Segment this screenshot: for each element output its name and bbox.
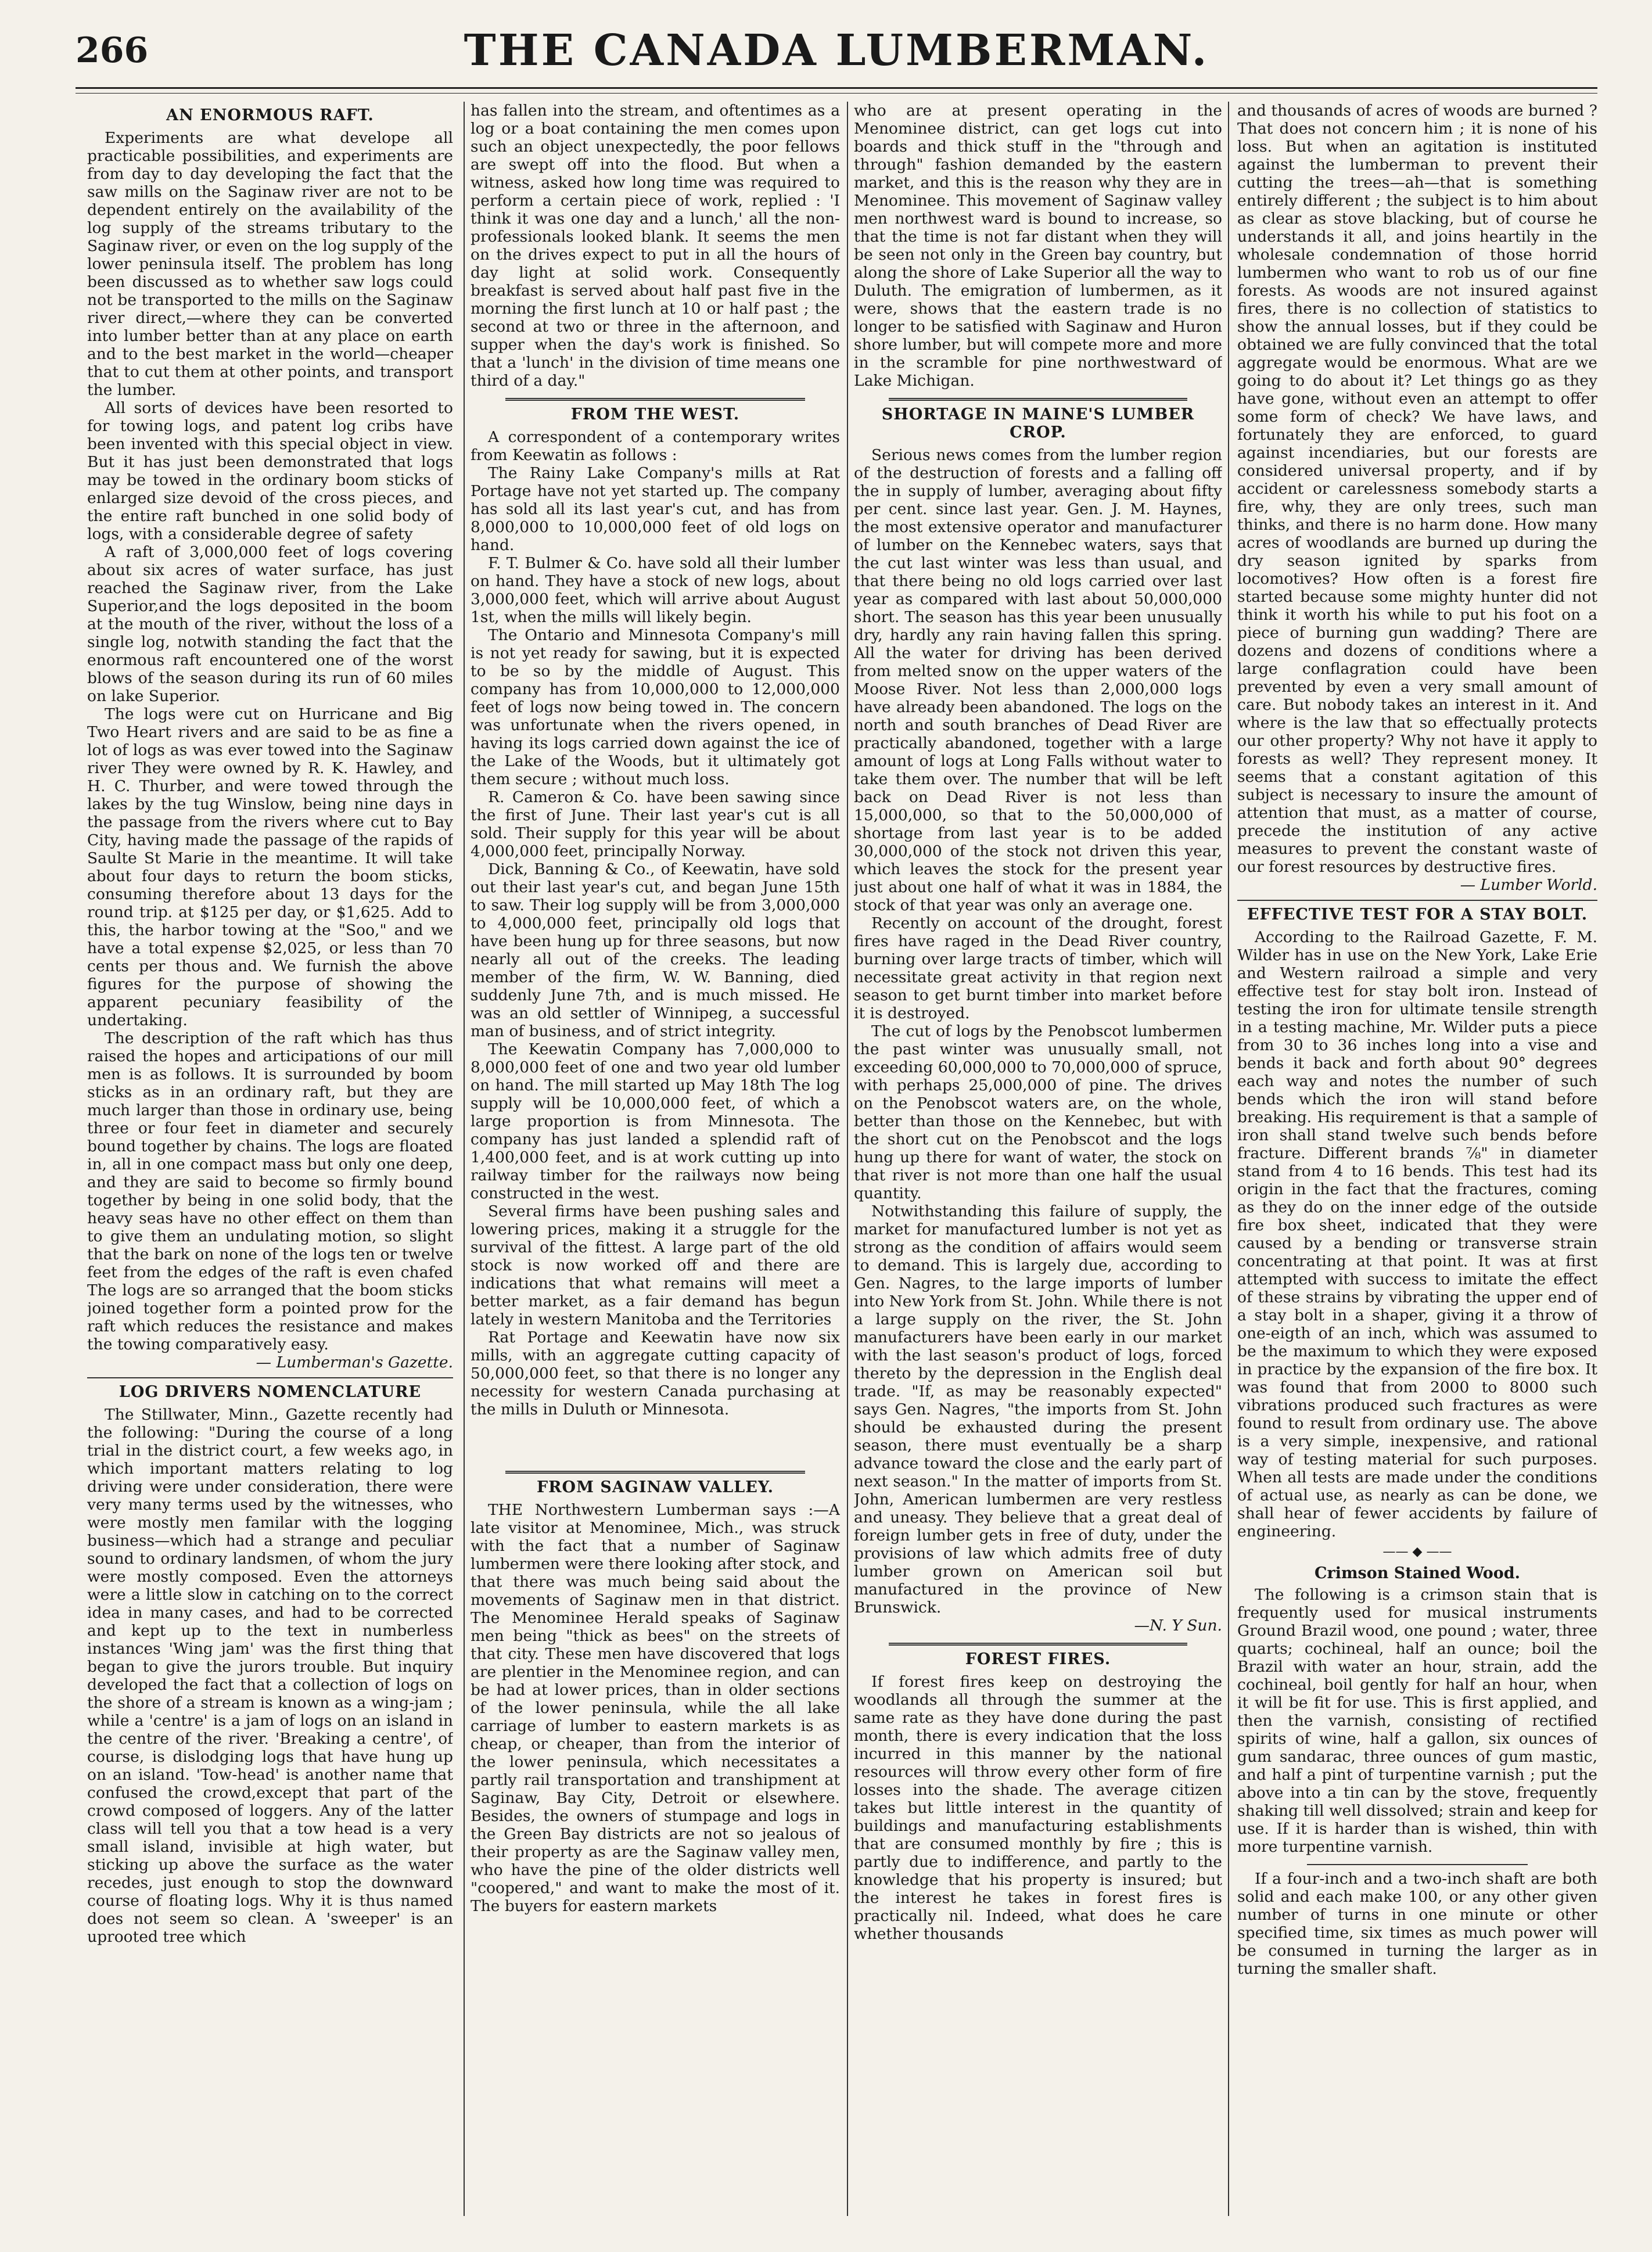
article-heading: LOG DRIVERS NOMENCLATURE bbox=[118, 1383, 422, 1401]
paragraph: The logs were cut on Hurricane and Big Two Heart rivers and are said to be as fine a lot of logs as was ever towed into the Saginaw river They were owned by R. K. Hawley, and H. C. Thurber, and were towed through the lakes by the tug Winslow, being nine days in the passage from the rivers where cut to Bay City, having made the passage of the rapids of Saulte St Marie in the meantime. It will take about four days to return the boom sticks, consuming therefore about 13 days for the round trip. at $125 per day, or $1,625. Add to this, the harbor towing at the "Soo," and we have a total expense $2,025, or less than 70 cents per thous and. We furnish the above figures for the purpose of showing the apparent pecuniary feasibility of the undertaking. bbox=[87, 705, 453, 1029]
paragraph: Notwithstanding this failure of supply, the market for manufactured lumber is not yet as strong as the condition of affairs would seem to demand. This is largely due, according to Gen. Nagres, to the large imports of lumber into New York from St. John. While there is not a large supply on the river, the St. John manufacturers have been early in our market with the last season's product of logs, forced thereto by the depression in the English deal trade. "If, as may be reasonably expected" says Gen. Nagres, "the imports from St. John should be exhausted during the present season, there must eventually be a sharp advance toward the close and the early part of next season." In the matter of imports from St. John, American lumbermen are very restless and uneasy. They believe that a great deal of foreign lumber gets in free of duty, under the provisions of law which admits free of duty lumber grown on American soil but manufactured in the province of New Brunswick. bbox=[854, 1202, 1222, 1617]
article-stay-bolt bbox=[1237, 906, 1597, 1540]
paragraph: A raft of 3,000,000 feet of logs covering about six acres of water surface, has just reached the Saginaw river, from the Lake Superior,and the logs deposited in the boom at the mouth of the river, without the loss of a single log, notwith standing the fact that the enormous raft encountered one of the worst blows of the season during its run of 60 miles on lake Superior. bbox=[87, 543, 453, 705]
paragraph: The Stillwater, Minn., Gazette recently had the following: "During the course of a long trial in the district court, a few weeks ago, in which important matters relating to log driving were under consideration, there were very many terms used by the witnesses, who were mostly men familar with the logging business—which had a strange and peculiar sound to ordinary landsmen, of whom the jury were mostly composed. Even the attorneys were a little slow in catching on to the correct idea in many cases, and had to be corrected and kept up to the text in numberless instances 'Wing jam' was the first thing that began to give the jurors trouble. But inquiry developed the fact that a collection of logs on the shore of a stream is known as a wing-jam ; while a 'centre' is a jam of logs on an island in the centre of the river. 'Breaking a centre', of course, is dislodging logs that have hung up on an island. 'Tow-head' is another name that confused the crowd,except that part of the crowd composed of loggers. Any of the latter class will tell you that a tow head is a very small island, invisible at high water, but sticking up above the surface as the water recedes, just enough to stop the downward course of floating logs. Why it is thus named does not seem so clean. A 'sweeper' is an uprooted tree which bbox=[87, 1406, 453, 1946]
article-heading: EFFECTIVE TEST FOR A STAY BOLT. bbox=[1247, 906, 1588, 924]
column-1 bbox=[87, 102, 453, 2216]
column-4 bbox=[1237, 102, 1597, 2216]
article-heading: AN ENORMOUS RAFT. bbox=[166, 106, 374, 124]
paragraph: who are at present operating in the Menominee district, can get logs cut into boards and thick stuff in the "through and through" fashion demanded by the eastern market, and this is the reason why they are in Menominee. This movement of Saginaw valley men northwest ward is bound to increase, so that the time is not far distant when they will be seen not only in the Green bay country, but along the shore of Lake Superior all the way to Duluth. The emigration of lumbermen, as it were, shows that the eastern trade is no longer to be satisfied with Saginaw and Huron shore lumber, but will compete more and more in the scramble for pine northwestward of Lake Michigan. bbox=[854, 102, 1222, 390]
article-forest-fires bbox=[854, 1650, 1222, 1943]
article-from-the-west bbox=[471, 405, 840, 1418]
masthead-rule-thin bbox=[76, 93, 1597, 94]
paragraph: The Ontario and Minnesota Company's mill is not yet ready for sawing, but it is expected to be so by the middle of August. This company has from 10,000,000 to 12,000,000 feet of logs now being towed in. The concern was unfortunate when the rivers opened, in having its logs carried down against the ice of the Lake of the Woods, but it ultimately got them secure ; without much loss. bbox=[471, 626, 840, 788]
article-enormous-raft bbox=[87, 106, 453, 1371]
article-maine-shortage bbox=[854, 405, 1222, 1635]
article-heading: SHORTAGE IN MAINE'S LUMBER CROP. bbox=[881, 405, 1195, 441]
article-source: —N. Y Sun. bbox=[1134, 1617, 1222, 1635]
paragraph: The following is a crimson stain that is frequently used for musical instruments Ground Brazil wood, one pound ; water, three quarts; cochineal, half an ounce; boil the Brazil with water an hour, strain, add the cochineal, boil gently for half an hour, when it will be fit for use. This is first applied, and then the varnish, consisting of rectified spirits of wine, half a gallon, six ounces of gum sandarac, three ounces of gum mastic, and half a pint of turpentine varnish ; put the above into a tin can by the stove, frequently shaking till well dissolved; strain and keep for use. If it is harder than is wished, thin with more turpentine varnish. bbox=[1237, 1586, 1597, 1856]
article-divider bbox=[889, 1643, 1187, 1646]
ornament-divider: —— ◆ —— bbox=[1382, 1545, 1452, 1559]
masthead-rule bbox=[76, 87, 1597, 89]
paragraph: All sorts of devices have been resorted to for towing logs, and patent log cribs have been invented with this special object in view. But it has just been demonstrated that logs may be towed in the ordinary boom sticks of enlarged size devoid of the cross pieces, and the entire raft bunched in one solid body of logs, with a considerable degree of safety bbox=[87, 399, 453, 543]
article-heading: FROM SAGINAW VALLEY. bbox=[536, 1478, 774, 1496]
paragraph: The Keewatin Company has 7,000,000 to 8,000,000 feet of one and two year old lumber on hand. The mill started up May 18th The log supply will be 10,000,000 feet, of which a large proportion is from Minnesota. The company has just landed a splendid raft of 1,400,000 feet, and is at work cutting up into railway timber for the railways now being constructed in the west. bbox=[471, 1040, 840, 1202]
paragraph: Rat Portage and Keewatin have now six mills, with an aggregate cutting capacity of 50,000,000 feet, so that there is no longer any necessity for western Canada purchasing at the mills in Duluth or Minnesota. bbox=[471, 1328, 840, 1418]
paragraph: The description of the raft which has thus raised the hopes and articipations of our mill men is as follows. It is surrounded by boom sticks as in an ordinary raft, but they are much larger than those in ordinary use, being three or four feet in diameter and securely bound together by chains. The logs are floated in, all in one compact mass but only one deep, and they are said to become so firmly bound together by being in one solid body, that the heavy seas have no other effect on them than to give them an undulating motion, so slight that the bark on none of the logs ten or twelve feet from the edges of the raft is even chafed The logs are so arranged that the boom sticks joined together form a pointed prow for the raft which reduces the resistance and makes the towing comparatively easy. bbox=[87, 1029, 453, 1353]
paragraph: Serious news comes from the lumber region of the destruction of forests and a falling off the in supply of lumber, averaging about fifty per cent. since last year. Gen. J. M. Haynes, the most extensive operator and manufacturer of lumber on the Kennebec waters, says that the cut last winter was less than usual, and that there being no old logs carried over last year as compared with last about 50,000,000 short. The season has this year been unusually dry, hardly any rain having fallen this spring. All the water for driving has been derived from melted snow on the upper waters of the Moose River. Not less than 2,000,000 logs have already been abandoned. The logs on the north and south branches of Dead River are practically abandoned, together with a large amount of logs at Long Falls without water to take them over. The number that will be left back on Dead River is not less than 15,000,000, so that to the 50,000,000 of shortage from last year is to be added 30,000,000 of the stock not driven this year, which leaves the stock for the present year just about one half of what it was in 1884, the stock of that year was only an average one. bbox=[854, 446, 1222, 914]
article-source: — Lumberman's Gazette. bbox=[256, 1353, 453, 1371]
article-heading: FROM THE WEST. bbox=[570, 405, 740, 423]
paragraph: Recently on account of the drought, forest fires have raged in the Dead River country, burning over large tracts of timber, which will necessitate great activity in that region next season to get burnt timber into market before it is destroyed. bbox=[854, 914, 1222, 1022]
paragraph: The cut of logs by the Penobscot lumbermen the past winter was unusually small, not exceeding 60,000,000 to 70,000,000 of spruce, with perhaps 25,000,000 of pine. The drives on the Penobscot waters are, on the whole, better than those on the Kennebec, but with the short cut on the Penobscot and the logs hung up there for want of water, the stock on that river is not more than one half the usual quantity. bbox=[854, 1022, 1222, 1202]
paragraph: has fallen into the stream, and oftentimes as a log or a boat containing the men comes upon such an object unexpectedly, the poor fellows are swept off into the flood. But when a witness, asked how long time was required to perform a certain piece of work, replied : 'I think it was one day and a lunch,' all the non-professionals looked blank. It seems the men on the drives expect to put in all the hours of day light at solid work. Consequently breakfast is served about half past five in the morning the first lunch at 10 or half past ; the second at two or three in the afternoon, and supper when the day's work is finished. So that a 'lunch' in the division of time means one third of a day." bbox=[471, 102, 840, 390]
article-divider bbox=[505, 398, 805, 401]
article-divider bbox=[1307, 1864, 1528, 1865]
column-3 bbox=[854, 102, 1222, 2216]
article-log-drivers bbox=[87, 1383, 453, 1946]
paragraph: R. Cameron & Co. have been sawing since the first of June. Their last year's cut is all sold. Their supply for this year will be about 4,000,000 feet, principally Norway. bbox=[471, 788, 840, 860]
paragraph: and thousands of acres of woods are burned ? That does not concern him ; it is none of his loss. But when an agitation is instituted against the lumberman to prevent their cutting the trees—ah—that is something entirely different ; the subject is to him about as clear as stove blacking, but of course he understands it all, and joins heartily in the wholesale condemnation of those horrid lumbermen who want to rob us of our fine forests. As woods are not insured against fires, there is no collection of statistics to show the annual losses, but if they could be obtained we are fully convinced that the total aggregate would be enormous. What are we going to do about it? Let things go as they have gone, without even an attempt to offer some form of check? We have laws, and fortunately they are enforced, to guard against incendiaries, but our forests are considered universal property, and if by accident or carelessness somebody starts a fire, why, they are only trees, such man thinks, and there is no harm done. How many acres of woodlands are burned up during the dry season ignited by sparks from locomotives? How often is a forest fire started because some mighty hunter did not think it worth his while to put his foot on a piece of burning gun wadding? There are dozens and dozens of conditions where a large conflagration could have been prevented by even a very small amount of care. But nobody takes an interest in it. And where is the law that so effectually protects our other property? Why not have it apply to forests as well? They represent money. It seems that a constant agitation of this subject is necessary to insure the amount of attention that must, as a matter of course, precede the institution of any active measures to prevent the constant waste of our forest resources by destructive fires. bbox=[1237, 102, 1597, 876]
article-divider bbox=[889, 398, 1187, 401]
paragraph: If a four-inch and a two-inch shaft are both solid and each make 100, or any other given number of turns in one minute or other specified time, six times as much power will be consumed in turning the larger as in turning the smaller shaft. bbox=[1237, 1870, 1597, 1978]
article-columns bbox=[76, 102, 1597, 2216]
article-crimson-wood bbox=[1237, 1564, 1597, 1856]
article-heading: FOREST FIRES. bbox=[965, 1650, 1111, 1668]
paragraph: If forest fires keep on destroying the woodlands all through the summer at the same rate as they have done during the past month, there is every indication that the loss incurred in this manner by the national resources will throw every other form of fire losses into the shade. The average citizen takes but little interest in the quantity of buildings and manufacturing establishments that are consumed monthly by fire ; this is partly due to indifference, and partly to the knowledge that his property is insured; but the interest he takes in forest fires is practically nil. Indeed, what does he care whether thousands bbox=[854, 1673, 1222, 1943]
article-divider bbox=[505, 1471, 805, 1474]
paragraph: Experiments are what develope all practicable possibilities, and experiments are from day to day developing the fact that the saw mills on the Saginaw river are not to be dependent entirely on the availability of the log supply of the streams tributary to the Saginaw river, or even on the log supply of the lower peninsula itself. The problem has long been discussed as to whether saw logs could not be transported to the mills on the Saginaw river direct,—where they can be converted into lumber better than at any place on earth and to the best market in the world—cheaper that to cut them at other points, and transport the lumber. bbox=[87, 129, 453, 399]
article-shaft-power bbox=[1237, 1870, 1597, 1978]
article-divider bbox=[87, 1377, 453, 1378]
page-number: 266 bbox=[76, 30, 149, 71]
paper-title: THE CANADA LUMBERMAN. bbox=[464, 26, 1209, 76]
article-source: — Lumber World. bbox=[1460, 876, 1597, 894]
article-divider bbox=[1237, 900, 1597, 901]
paragraph: THE Northwestern Lumberman says :—A late visitor at Menominee, Mich., was struck with the fact that a number of Saginaw lumbermen were there looking after stock, and that there was much being said about the movements of Saginaw men in that district. The Menominee Herald speaks of Saginaw men being "thick as bees" on the streets of that city. These men have discovered that logs are plentier in the Menominee region, and can be had at lower prices, than in older sections of the lower peninsula, while the all lake carriage of lumber to eastern markets is as cheap, or cheaper, than from the interior of the lower peninsula, which necessitates a partly rail transportation and transhipment at Saginaw, Bay City, Detroit or elsewhere. Besides, the owners of stumpage and logs in the Green Bay districts are not so jealous of their property as are the Saginaw valley men, who have the pine of the older districts well "coopered," and want to make the most of it. The buyers for eastern markets bbox=[471, 1501, 840, 1915]
paragraph: According to the Railroad Gazette, F. M. Wilder has in use on the New York, Lake Erie and Western railroad a simple and very effective test for stay bolt iron. Instead of testing the iron for ultimate tensile strength in a testing machine, Mr. Wilder puts a piece from 30 to 36 inches long into a vise and bends it back and forth about 90° degrees each way and notes the number of such bends which the iron will stand before breaking. His requirement is that a sample of iron shall stand twelve such bends before fracture. Different brands ⅞" in diameter stand from 4 to 16 bends. This test had its origin in the fact that the fractures, coming as they do on the inner edge of the outside fire box sheet, indicated that they were caused by a bending or transverse strain concentrating at that point. It was at first attempted with success to imitate the effect of these strains by vibrating the upper end of a stay bolt in a shaper, giving it a throw of one-eigth of an inch, which was assumed to be the maximum to which they were exposed in practice by the expansion of the fire box. It was found that from 2000 to 8000 such vibrations produced such fractures as were found to result from ordinary use. The above is a very simple, inexpensive, and rational way of testing material for such purposes. When all tests are made under the conditions of actual use, as nearly as can be done, we shall hear of fewer accidents by failure of engineering. bbox=[1237, 928, 1597, 1540]
paragraph: Several firms have been pushing sales and lowering prices, making it a struggle for the survival of the fittest. A large part of the old stock is now worked off and there are indications that what remains will meet a better market, as a fair demand has begun lately in western Manitoba and the Territories bbox=[471, 1202, 840, 1328]
paragraph: A correspondent of a contemporary writes from Keewatin as follows : bbox=[471, 428, 840, 464]
article-heading: Crimson Stained Wood. bbox=[1314, 1564, 1520, 1582]
masthead bbox=[76, 23, 1597, 81]
column-2 bbox=[471, 102, 840, 2216]
paragraph: Dick, Banning & Co., of Keewatin, have sold out their last year's cut, and began June 15th to saw. Their log supply will be from 3,000,000 to 4,000,000 feet, principally old logs that have been hung up for three seasons, but now nearly all out of the creeks. The leading member of the firm, W. W. Banning, died suddenly June 7th, and is much missed. He was an old settler of Winnipeg, a successful man of business, and of strict integrity. bbox=[471, 860, 840, 1040]
article-saginaw-valley bbox=[471, 1478, 840, 1915]
paragraph: The Rainy Lake Company's mills at Rat Portage have not yet started up. The company has sold all its last year's cut, and has from 8,000,000 to 10,000,000 feet of old logs on hand. bbox=[471, 464, 840, 554]
paragraph: F. T. Bulmer & Co. have sold all their lumber on hand. They have a stock of new logs, about 3,000,000 feet, which will arrive about August 1st, when the mills will likely begin. bbox=[471, 554, 840, 626]
